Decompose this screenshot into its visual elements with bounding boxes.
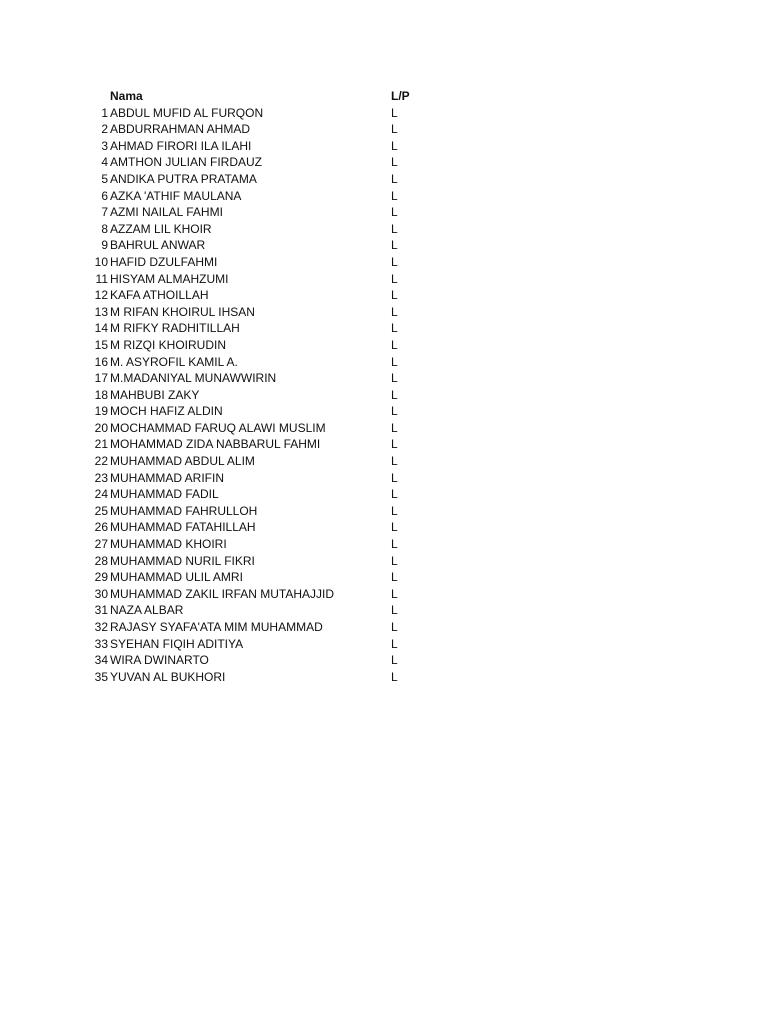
table-row — [0, 486, 768, 503]
student-name: AZZAM LIL KHOIR — [110, 221, 212, 236]
table-row — [0, 188, 768, 205]
student-name: SYEHAN FIQIH ADITIYA — [110, 636, 244, 651]
table-row — [0, 503, 768, 520]
student-gender: L — [391, 171, 398, 186]
table-row — [0, 536, 768, 553]
table-row — [0, 271, 768, 288]
table-row — [0, 470, 768, 487]
student-gender: L — [391, 586, 398, 601]
student-name: MUHAMMAD KHOIRI — [110, 537, 227, 552]
student-name: ABDUL MUFID AL FURQON — [110, 105, 264, 120]
table-row — [0, 337, 768, 354]
student-gender: L — [391, 520, 398, 535]
table-row — [0, 636, 768, 653]
student-name: NAZA ALBAR — [110, 603, 184, 618]
student-name: KAFA ATHOILLAH — [110, 288, 209, 303]
row-number: 23 — [94, 470, 108, 485]
student-name: MOCHAMMAD FARUQ ALAWI MUSLIM — [110, 420, 326, 435]
row-number: 5 — [101, 171, 108, 186]
student-gender: L — [391, 188, 398, 203]
table-row — [0, 121, 768, 138]
table-row — [0, 254, 768, 271]
row-number: 27 — [94, 537, 108, 552]
student-gender: L — [391, 321, 398, 336]
student-name: YUVAN AL BUKHORI — [110, 669, 226, 684]
student-name: AMTHON JULIAN FIRDAUZ — [110, 155, 263, 170]
student-name: MOHAMMAD ZIDA NABBARUL FAHMI — [110, 437, 321, 452]
table-body — [0, 105, 768, 686]
row-number: 3 — [101, 138, 108, 153]
row-number: 13 — [94, 304, 108, 319]
table-row — [0, 237, 768, 254]
table-row — [0, 304, 768, 321]
student-name: ABDURRAHMAN AHMAD — [110, 122, 251, 137]
row-number: 20 — [94, 420, 108, 435]
row-number: 35 — [94, 669, 108, 684]
student-gender: L — [391, 620, 398, 634]
student-gender: L — [391, 138, 398, 153]
row-number: 28 — [94, 553, 108, 568]
student-gender: L — [391, 653, 398, 668]
student-name: HAFID DZULFAHMI — [110, 254, 218, 269]
student-gender: L — [391, 304, 398, 319]
row-number: 29 — [94, 570, 108, 585]
student-name: MUHAMMAD ARIFIN — [110, 470, 224, 485]
table-row — [0, 138, 768, 155]
table-row — [0, 171, 768, 188]
row-number: 4 — [101, 155, 108, 170]
student-name: RAJASY SYAFA'ATA MIM MUHAMMAD — [110, 620, 323, 634]
table-row — [0, 436, 768, 453]
student-gender: L — [391, 254, 398, 269]
student-gender: L — [391, 404, 398, 419]
student-name: MAHBUBI ZAKY — [110, 387, 200, 402]
row-number: 24 — [94, 487, 108, 502]
table-row — [0, 602, 768, 619]
student-gender: L — [391, 437, 398, 452]
student-gender: L — [391, 503, 398, 518]
row-number: 2 — [101, 122, 108, 137]
student-name: MOCH HAFIZ ALDIN — [110, 404, 223, 419]
row-number: 21 — [94, 437, 108, 452]
student-gender: L — [391, 238, 398, 253]
student-name: MUHAMMAD NURIL FIKRI — [110, 553, 255, 568]
student-gender: L — [391, 603, 398, 618]
student-name: AHMAD FIRORI ILA ILAHI — [110, 138, 252, 153]
student-name: AZKA 'ATHIF MAULANA — [110, 188, 242, 203]
table-row — [0, 669, 768, 686]
table-row — [0, 453, 768, 470]
student-table — [0, 88, 768, 685]
student-gender: L — [391, 454, 398, 469]
student-name: MUHAMMAD ULIL AMRI — [110, 570, 243, 585]
table-row — [0, 619, 768, 636]
student-gender: L — [391, 122, 398, 137]
student-name: MUHAMMAD FATAHILLAH — [110, 520, 256, 535]
table-row — [0, 403, 768, 420]
table-row — [0, 569, 768, 586]
student-gender: L — [391, 553, 398, 568]
row-number: 12 — [94, 288, 108, 303]
student-gender: L — [391, 669, 398, 684]
row-number: 26 — [94, 520, 108, 535]
student-gender: L — [391, 288, 398, 303]
table-row — [0, 420, 768, 437]
table-row — [0, 221, 768, 238]
table-row — [0, 370, 768, 387]
table-row — [0, 519, 768, 536]
table-row — [0, 586, 768, 603]
row-number: 19 — [94, 404, 108, 419]
row-number: 8 — [101, 221, 108, 236]
student-name: M.MADANIYAL MUNAWWIRIN — [110, 371, 277, 386]
student-gender: L — [391, 636, 398, 651]
table-row — [0, 652, 768, 669]
student-gender: L — [391, 221, 398, 236]
student-gender: L — [391, 537, 398, 552]
student-name: MUHAMMAD FADIL — [110, 487, 219, 502]
row-number: 34 — [94, 653, 108, 668]
student-name: MUHAMMAD ABDUL ALIM — [110, 454, 255, 469]
header-lp: L/P — [391, 89, 410, 103]
row-number: 32 — [94, 620, 108, 634]
table-row — [0, 105, 768, 122]
row-number: 6 — [101, 188, 108, 203]
student-gender: L — [391, 371, 398, 386]
student-gender: L — [391, 155, 398, 170]
student-name: M RIFKY RADHITILLAH — [110, 321, 240, 336]
row-number: 14 — [94, 321, 108, 336]
student-gender: L — [391, 354, 398, 369]
row-number: 16 — [94, 354, 108, 369]
row-number: 7 — [101, 205, 108, 220]
row-number: 10 — [94, 254, 108, 269]
student-gender: L — [391, 570, 398, 585]
student-gender: L — [391, 271, 398, 286]
row-number: 30 — [94, 586, 108, 601]
row-number: 15 — [94, 337, 108, 352]
student-name: BAHRUL ANWAR — [110, 238, 206, 253]
student-gender: L — [391, 105, 398, 120]
table-row — [0, 154, 768, 171]
student-gender: L — [391, 337, 398, 352]
table-row — [0, 553, 768, 570]
row-number: 9 — [101, 238, 108, 253]
student-name: ANDIKA PUTRA PRATAMA — [110, 171, 257, 186]
row-number: 1 — [101, 105, 108, 120]
student-gender: L — [391, 470, 398, 485]
student-name: HISYAM ALMAHZUMI — [110, 271, 229, 286]
row-number: 11 — [95, 271, 108, 286]
student-name: M. ASYROFIL KAMIL A. — [110, 354, 238, 369]
student-name: M RIZQI KHOIRUDIN — [110, 337, 226, 352]
row-number: 18 — [94, 387, 108, 402]
student-name: MUHAMMAD FAHRULLOH — [110, 503, 258, 518]
student-name: WIRA DWINARTO — [110, 653, 209, 668]
row-number: 33 — [94, 636, 108, 651]
student-gender: L — [391, 205, 398, 220]
table-row — [0, 287, 768, 304]
row-number: 25 — [94, 503, 108, 518]
student-gender: L — [391, 420, 398, 435]
header-nama: Nama — [110, 89, 143, 103]
row-number: 31 — [94, 603, 108, 618]
student-name: MUHAMMAD ZAKIL IRFAN MUTAHAJJID — [110, 586, 335, 601]
student-name: M RIFAN KHOIRUL IHSAN — [110, 304, 255, 319]
student-gender: L — [391, 387, 398, 402]
row-number: 22 — [94, 454, 108, 469]
table-row — [0, 354, 768, 371]
row-number: 17 — [94, 371, 108, 386]
student-gender: L — [391, 487, 398, 502]
table-row — [0, 204, 768, 221]
student-name: AZMI NAILAL FAHMI — [110, 205, 223, 220]
table-row — [0, 387, 768, 404]
table-row — [0, 320, 768, 337]
table-header — [0, 88, 768, 105]
